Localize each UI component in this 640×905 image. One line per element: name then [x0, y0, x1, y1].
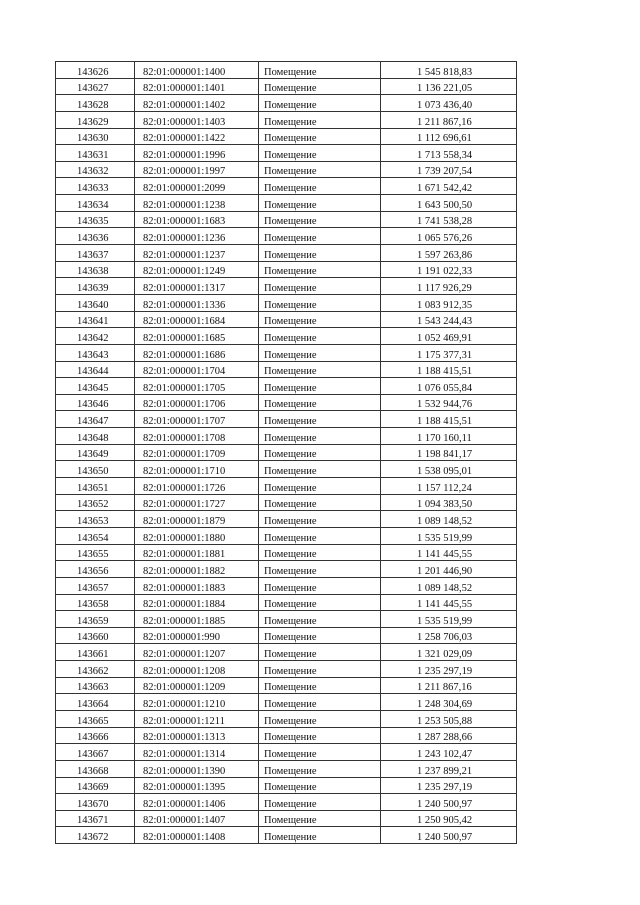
cadastral-number-cell: 82:01:000001:1704 — [135, 361, 259, 378]
cadastral-number-cell: 82:01:000001:1997 — [135, 161, 259, 178]
row-number-cell: 143664 — [56, 694, 135, 711]
table-row — [56, 810, 517, 827]
object-type-cell: Помещение — [259, 128, 381, 145]
row-number-cell: 143626 — [56, 62, 135, 79]
table-row — [56, 311, 517, 328]
cadastral-number-cell: 82:01:000001:1685 — [135, 328, 259, 345]
row-number-cell: 143631 — [56, 145, 135, 162]
cadastral-number-cell: 82:01:000001:1727 — [135, 494, 259, 511]
row-number-cell: 143661 — [56, 644, 135, 661]
cadastral-value-cell: 1 671 542,42 — [381, 178, 517, 195]
row-number-cell: 143657 — [56, 577, 135, 594]
cadastral-value-cell: 1 240 500,97 — [381, 794, 517, 811]
cadastral-value-cell: 1 287 288,66 — [381, 727, 517, 744]
object-type-cell: Помещение — [259, 810, 381, 827]
cadastral-value-cell: 1 253 505,88 — [381, 710, 517, 727]
row-number-cell: 143656 — [56, 561, 135, 578]
cadastral-value-cell: 1 237 899,21 — [381, 760, 517, 777]
row-number-cell: 143665 — [56, 710, 135, 727]
cadastral-number-cell: 82:01:000001:1236 — [135, 228, 259, 245]
object-type-cell: Помещение — [259, 294, 381, 311]
cadastral-number-cell: 82:01:000001:1390 — [135, 760, 259, 777]
row-number-cell: 143630 — [56, 128, 135, 145]
row-number-cell: 143672 — [56, 827, 135, 844]
object-type-cell: Помещение — [259, 95, 381, 112]
object-type-cell: Помещение — [259, 710, 381, 727]
cadastral-value-cell: 1 532 944,76 — [381, 394, 517, 411]
object-type-cell: Помещение — [259, 594, 381, 611]
cadastral-value-cell: 1 201 446,90 — [381, 561, 517, 578]
cadastral-number-cell: 82:01:000001:1996 — [135, 145, 259, 162]
table-row — [56, 544, 517, 561]
table-row — [56, 577, 517, 594]
cadastral-number-cell: 82:01:000001:1422 — [135, 128, 259, 145]
cadastral-value-cell: 1 065 576,26 — [381, 228, 517, 245]
cadastral-value-cell: 1 597 263,86 — [381, 245, 517, 262]
cadastral-number-cell: 82:01:000001:1885 — [135, 611, 259, 628]
cadastral-value-cell: 1 083 912,35 — [381, 294, 517, 311]
table-row — [56, 195, 517, 212]
cadastral-number-cell: 82:01:000001:1403 — [135, 111, 259, 128]
object-type-cell: Помещение — [259, 827, 381, 844]
cadastral-number-cell: 82:01:000001:1207 — [135, 644, 259, 661]
row-number-cell: 143646 — [56, 394, 135, 411]
table-row — [56, 744, 517, 761]
object-type-cell: Помещение — [259, 727, 381, 744]
row-number-cell: 143652 — [56, 494, 135, 511]
cadastral-number-cell: 82:01:000001:1400 — [135, 62, 259, 79]
cadastral-number-cell: 82:01:000001:1881 — [135, 544, 259, 561]
table-row — [56, 794, 517, 811]
cadastral-value-cell: 1 117 926,29 — [381, 278, 517, 295]
row-number-cell: 143636 — [56, 228, 135, 245]
cadastral-number-cell: 82:01:000001:1408 — [135, 827, 259, 844]
cadastral-value-cell: 1 250 905,42 — [381, 810, 517, 827]
cadastral-value-cell: 1 211 867,16 — [381, 677, 517, 694]
object-type-cell: Помещение — [259, 378, 381, 395]
table-row — [56, 644, 517, 661]
row-number-cell: 143669 — [56, 777, 135, 794]
table-row — [56, 594, 517, 611]
cadastral-value-cell: 1 713 558,34 — [381, 145, 517, 162]
table-row — [56, 627, 517, 644]
cadastral-number-cell: 82:01:000001:1238 — [135, 195, 259, 212]
table-row — [56, 494, 517, 511]
table-row — [56, 527, 517, 544]
object-type-cell: Помещение — [259, 627, 381, 644]
cadastral-value-cell: 1 258 706,03 — [381, 627, 517, 644]
row-number-cell: 143643 — [56, 344, 135, 361]
table-row — [56, 444, 517, 461]
cadastral-value-cell: 1 211 867,16 — [381, 111, 517, 128]
table-row — [56, 611, 517, 628]
cadastral-number-cell: 82:01:000001:1336 — [135, 294, 259, 311]
table-row — [56, 561, 517, 578]
cadastral-value-cell: 1 094 383,50 — [381, 494, 517, 511]
object-type-cell: Помещение — [259, 62, 381, 79]
row-number-cell: 143638 — [56, 261, 135, 278]
table-row — [56, 228, 517, 245]
row-number-cell: 143634 — [56, 195, 135, 212]
object-type-cell: Помещение — [259, 511, 381, 528]
cadastral-number-cell: 82:01:000001:1402 — [135, 95, 259, 112]
table-row — [56, 95, 517, 112]
object-type-cell: Помещение — [259, 328, 381, 345]
cadastral-value-cell: 1 545 818,83 — [381, 62, 517, 79]
cadastral-number-cell: 82:01:000001:1395 — [135, 777, 259, 794]
cadastral-number-cell: 82:01:000001:1210 — [135, 694, 259, 711]
cadastral-number-cell: 82:01:000001:2099 — [135, 178, 259, 195]
cadastral-value-cell: 1 535 519,99 — [381, 611, 517, 628]
table-row — [56, 378, 517, 395]
row-number-cell: 143627 — [56, 78, 135, 95]
object-type-cell: Помещение — [259, 195, 381, 212]
object-type-cell: Помещение — [259, 178, 381, 195]
row-number-cell: 143628 — [56, 95, 135, 112]
object-type-cell: Помещение — [259, 577, 381, 594]
row-number-cell: 143670 — [56, 794, 135, 811]
cadastral-value-cell: 1 141 445,55 — [381, 594, 517, 611]
cadastral-number-cell: 82:01:000001:1313 — [135, 727, 259, 744]
row-number-cell: 143648 — [56, 428, 135, 445]
object-type-cell: Помещение — [259, 744, 381, 761]
cadastral-number-cell: 82:01:000001:1884 — [135, 594, 259, 611]
cadastral-value-cell: 1 089 148,52 — [381, 577, 517, 594]
row-number-cell: 143635 — [56, 211, 135, 228]
cadastral-number-cell: 82:01:000001:1726 — [135, 478, 259, 495]
cadastral-value-cell: 1 240 500,97 — [381, 827, 517, 844]
table-row — [56, 128, 517, 145]
cadastral-value-cell: 1 188 415,51 — [381, 411, 517, 428]
cadastral-number-cell: 82:01:000001:1709 — [135, 444, 259, 461]
table-row — [56, 760, 517, 777]
cadastral-value-cell: 1 535 519,99 — [381, 527, 517, 544]
cadastral-value-cell: 1 248 304,69 — [381, 694, 517, 711]
row-number-cell: 143645 — [56, 378, 135, 395]
object-type-cell: Помещение — [259, 444, 381, 461]
object-type-cell: Помещение — [259, 611, 381, 628]
cadastral-number-cell: 82:01:000001:1705 — [135, 378, 259, 395]
table-row — [56, 261, 517, 278]
table-row — [56, 511, 517, 528]
table-row — [56, 677, 517, 694]
row-number-cell: 143663 — [56, 677, 135, 694]
cadastral-value-cell: 1 076 055,84 — [381, 378, 517, 395]
cadastral-number-cell: 82:01:000001:1211 — [135, 710, 259, 727]
object-type-cell: Помещение — [259, 111, 381, 128]
cadastral-value-cell: 1 191 022,33 — [381, 261, 517, 278]
object-type-cell: Помещение — [259, 78, 381, 95]
cadastral-value-cell: 1 543 244,43 — [381, 311, 517, 328]
row-number-cell: 143667 — [56, 744, 135, 761]
row-number-cell: 143662 — [56, 661, 135, 678]
object-type-cell: Помещение — [259, 461, 381, 478]
cadastral-value-cell: 1 175 377,31 — [381, 344, 517, 361]
object-type-cell: Помещение — [259, 494, 381, 511]
object-type-cell: Помещение — [259, 161, 381, 178]
row-number-cell: 143655 — [56, 544, 135, 561]
cadastral-number-cell: 82:01:000001:1706 — [135, 394, 259, 411]
object-type-cell: Помещение — [259, 145, 381, 162]
cadastral-value-cell: 1 112 696,61 — [381, 128, 517, 145]
cadastral-value-cell: 1 170 160,11 — [381, 428, 517, 445]
cadastral-value-cell: 1 235 297,19 — [381, 661, 517, 678]
cadastral-number-cell: 82:01:000001:1684 — [135, 311, 259, 328]
cadastral-number-cell: 82:01:000001:1880 — [135, 527, 259, 544]
table-row — [56, 827, 517, 844]
cadastral-number-cell: 82:01:000001:1882 — [135, 561, 259, 578]
cadastral-value-cell: 1 136 221,05 — [381, 78, 517, 95]
row-number-cell: 143660 — [56, 627, 135, 644]
cadastral-value-cell: 1 243 102,47 — [381, 744, 517, 761]
row-number-cell: 143640 — [56, 294, 135, 311]
cadastral-number-cell: 82:01:000001:1686 — [135, 344, 259, 361]
cadastral-value-cell: 1 739 207,54 — [381, 161, 517, 178]
cadastral-value-table — [55, 61, 517, 844]
cadastral-value-cell: 1 073 436,40 — [381, 95, 517, 112]
table-row — [56, 245, 517, 262]
row-number-cell: 143666 — [56, 727, 135, 744]
cadastral-number-cell: 82:01:000001:1406 — [135, 794, 259, 811]
cadastral-value-cell: 1 089 148,52 — [381, 511, 517, 528]
object-type-cell: Помещение — [259, 694, 381, 711]
cadastral-value-cell: 1 643 500,50 — [381, 195, 517, 212]
row-number-cell: 143654 — [56, 527, 135, 544]
object-type-cell: Помещение — [259, 311, 381, 328]
row-number-cell: 143632 — [56, 161, 135, 178]
cadastral-value-cell: 1 538 095,01 — [381, 461, 517, 478]
object-type-cell: Помещение — [259, 245, 381, 262]
row-number-cell: 143647 — [56, 411, 135, 428]
cadastral-value-cell: 1 741 538,28 — [381, 211, 517, 228]
object-type-cell: Помещение — [259, 777, 381, 794]
cadastral-number-cell: 82:01:000001:1314 — [135, 744, 259, 761]
object-type-cell: Помещение — [259, 261, 381, 278]
table-body — [56, 62, 517, 844]
table-row — [56, 411, 517, 428]
object-type-cell: Помещение — [259, 544, 381, 561]
cadastral-number-cell: 82:01:000001:1249 — [135, 261, 259, 278]
table-row — [56, 161, 517, 178]
cadastral-number-cell: 82:01:000001:1710 — [135, 461, 259, 478]
table-row — [56, 777, 517, 794]
table-row — [56, 211, 517, 228]
table-row — [56, 294, 517, 311]
object-type-cell: Помещение — [259, 411, 381, 428]
row-number-cell: 143644 — [56, 361, 135, 378]
table-row — [56, 344, 517, 361]
table-row — [56, 78, 517, 95]
table-row — [56, 178, 517, 195]
cadastral-value-cell: 1 198 841,17 — [381, 444, 517, 461]
table-row — [56, 62, 517, 79]
row-number-cell: 143651 — [56, 478, 135, 495]
row-number-cell: 143649 — [56, 444, 135, 461]
table-row — [56, 111, 517, 128]
object-type-cell: Помещение — [259, 361, 381, 378]
row-number-cell: 143629 — [56, 111, 135, 128]
cadastral-number-cell: 82:01:000001:1883 — [135, 577, 259, 594]
object-type-cell: Помещение — [259, 478, 381, 495]
row-number-cell: 143639 — [56, 278, 135, 295]
object-type-cell: Помещение — [259, 661, 381, 678]
table-row — [56, 694, 517, 711]
table-row — [56, 361, 517, 378]
table-row — [56, 428, 517, 445]
row-number-cell: 143668 — [56, 760, 135, 777]
row-number-cell: 143642 — [56, 328, 135, 345]
object-type-cell: Помещение — [259, 794, 381, 811]
row-number-cell: 143641 — [56, 311, 135, 328]
row-number-cell: 143671 — [56, 810, 135, 827]
table-row — [56, 661, 517, 678]
cadastral-number-cell: 82:01:000001:1708 — [135, 428, 259, 445]
cadastral-value-cell: 1 321 029,09 — [381, 644, 517, 661]
object-type-cell: Помещение — [259, 561, 381, 578]
cadastral-number-cell: 82:01:000001:1879 — [135, 511, 259, 528]
cadastral-value-cell: 1 052 469,91 — [381, 328, 517, 345]
cadastral-number-cell: 82:01:000001:1683 — [135, 211, 259, 228]
object-type-cell: Помещение — [259, 677, 381, 694]
object-type-cell: Помещение — [259, 644, 381, 661]
table-row — [56, 727, 517, 744]
cadastral-number-cell: 82:01:000001:1407 — [135, 810, 259, 827]
row-number-cell: 143659 — [56, 611, 135, 628]
object-type-cell: Помещение — [259, 394, 381, 411]
object-type-cell: Помещение — [259, 211, 381, 228]
row-number-cell: 143650 — [56, 461, 135, 478]
table-row — [56, 145, 517, 162]
object-type-cell: Помещение — [259, 228, 381, 245]
cadastral-number-cell: 82:01:000001:990 — [135, 627, 259, 644]
object-type-cell: Помещение — [259, 344, 381, 361]
row-number-cell: 143637 — [56, 245, 135, 262]
table-row — [56, 710, 517, 727]
cadastral-value-cell: 1 235 297,19 — [381, 777, 517, 794]
object-type-cell: Помещение — [259, 278, 381, 295]
cadastral-number-cell: 82:01:000001:1209 — [135, 677, 259, 694]
table-row — [56, 278, 517, 295]
row-number-cell: 143658 — [56, 594, 135, 611]
table-row — [56, 461, 517, 478]
cadastral-value-cell: 1 157 112,24 — [381, 478, 517, 495]
cadastral-value-cell: 1 141 445,55 — [381, 544, 517, 561]
table-row — [56, 478, 517, 495]
cadastral-number-cell: 82:01:000001:1401 — [135, 78, 259, 95]
object-type-cell: Помещение — [259, 428, 381, 445]
table-row — [56, 328, 517, 345]
cadastral-number-cell: 82:01:000001:1317 — [135, 278, 259, 295]
cadastral-value-cell: 1 188 415,51 — [381, 361, 517, 378]
cadastral-number-cell: 82:01:000001:1237 — [135, 245, 259, 262]
row-number-cell: 143633 — [56, 178, 135, 195]
object-type-cell: Помещение — [259, 760, 381, 777]
cadastral-number-cell: 82:01:000001:1707 — [135, 411, 259, 428]
table-row — [56, 394, 517, 411]
cadastral-number-cell: 82:01:000001:1208 — [135, 661, 259, 678]
row-number-cell: 143653 — [56, 511, 135, 528]
object-type-cell: Помещение — [259, 527, 381, 544]
